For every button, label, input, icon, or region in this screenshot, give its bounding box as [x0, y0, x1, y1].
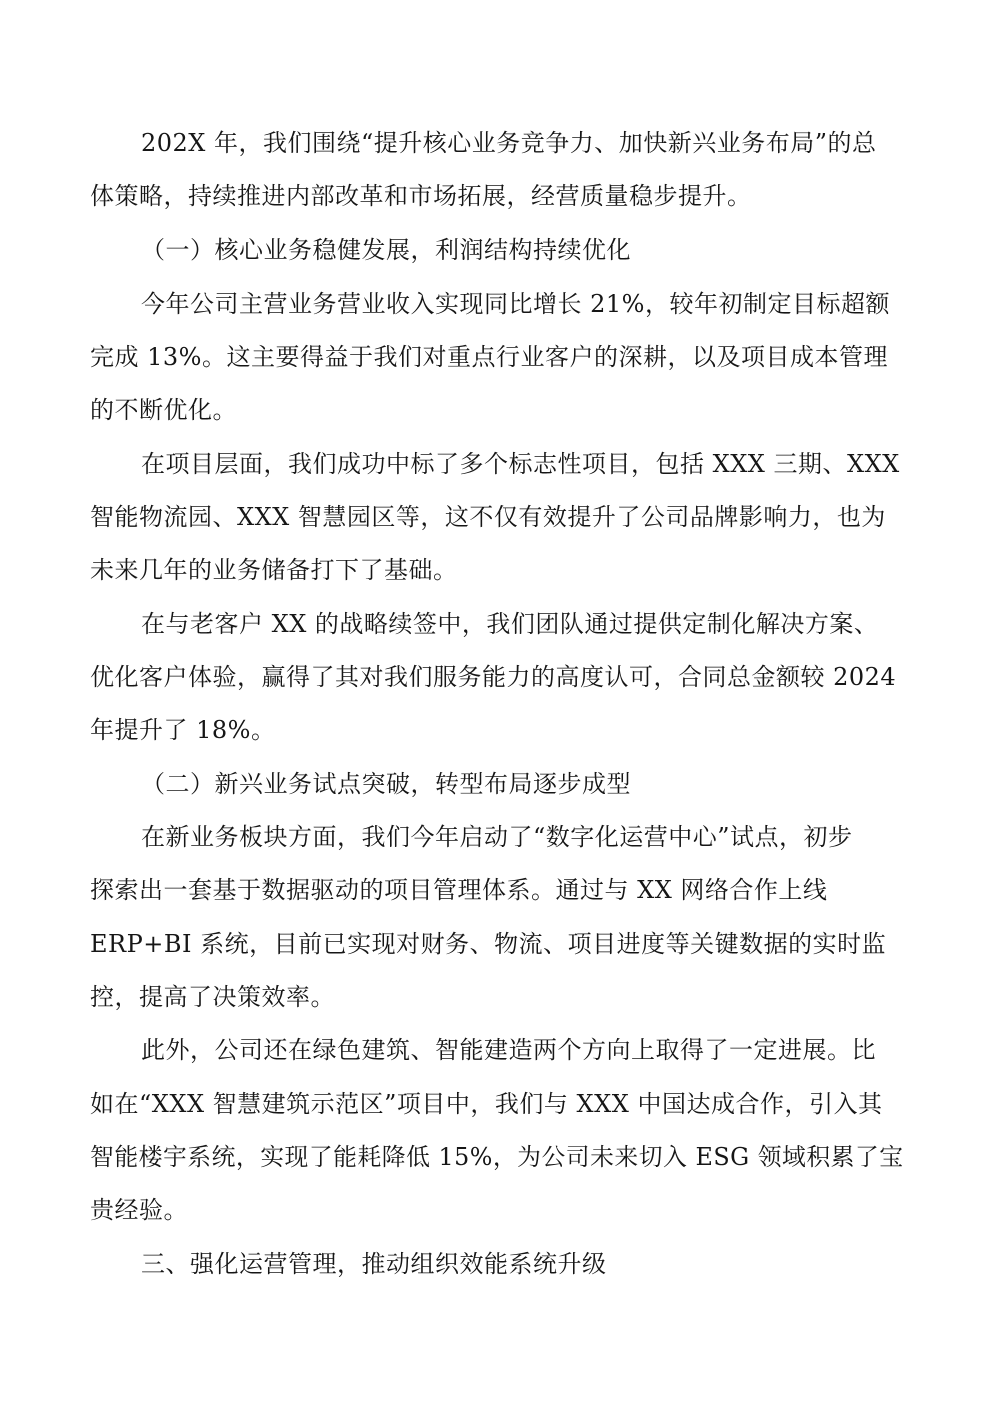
text-line: 如在“XXX 智慧建筑示范区”项目中，我们与 XXX 中国达成合作，引入其 — [90, 1090, 883, 1118]
text-line: 年提升了 18%。 — [90, 716, 276, 744]
text-line: 在项目层面，我们成功中标了多个标志性项目，包括 XXX 三期、XXX — [141, 450, 900, 478]
text-line: 贵经验。 — [90, 1196, 188, 1224]
text-line: 202X 年，我们围绕“提升核心业务竞争力、加快新兴业务布局”的总 — [141, 129, 877, 157]
text-line: 体策略，持续推进内部改革和市场拓展，经营质量稳步提升。 — [90, 182, 752, 210]
section-heading: 三、强化运营管理，推动组织效能系统升级 — [141, 1250, 607, 1278]
text-line: 此外，公司还在绿色建筑、智能建造两个方向上取得了一定进展。比 — [141, 1036, 876, 1064]
text-line: 完成 13%。这主要得益于我们对重点行业客户的深耕，以及项目成本管理 — [90, 343, 888, 371]
text-line: 未来几年的业务储备打下了基础。 — [90, 556, 458, 584]
text-line: 今年公司主营业务营业收入实现同比增长 21%，较年初制定目标超额 — [141, 290, 890, 318]
text-line: 的不断优化。 — [90, 396, 237, 424]
text-line: ERP+BI 系统，目前已实现对财务、物流、项目进度等关键数据的实时监 — [90, 930, 887, 958]
text-line: 控，提高了决策效率。 — [90, 983, 335, 1011]
text-line: 在新业务板块方面，我们今年启动了“数字化运营中心”试点，初步 — [141, 823, 853, 851]
section-heading: （二）新兴业务试点突破，转型布局逐步成型 — [141, 770, 631, 798]
text-line: 探索出一套基于数据驱动的项目管理体系。通过与 XX 网络合作上线 — [90, 876, 828, 904]
text-line: 智能物流园、XXX 智慧园区等，这不仅有效提升了公司品牌影响力，也为 — [90, 503, 886, 531]
text-line: 在与老客户 XX 的战略续签中，我们团队通过提供定制化解决方案、 — [141, 610, 879, 638]
section-heading: （一）核心业务稳健发展，利润结构持续优化 — [141, 236, 631, 264]
text-line: 优化客户体验，赢得了其对我们服务能力的高度认可，合同总金额较 2024 — [90, 663, 897, 691]
text-line: 智能楼宇系统，实现了能耗降低 15%，为公司未来切入 ESG 领域积累了宝 — [90, 1143, 904, 1171]
